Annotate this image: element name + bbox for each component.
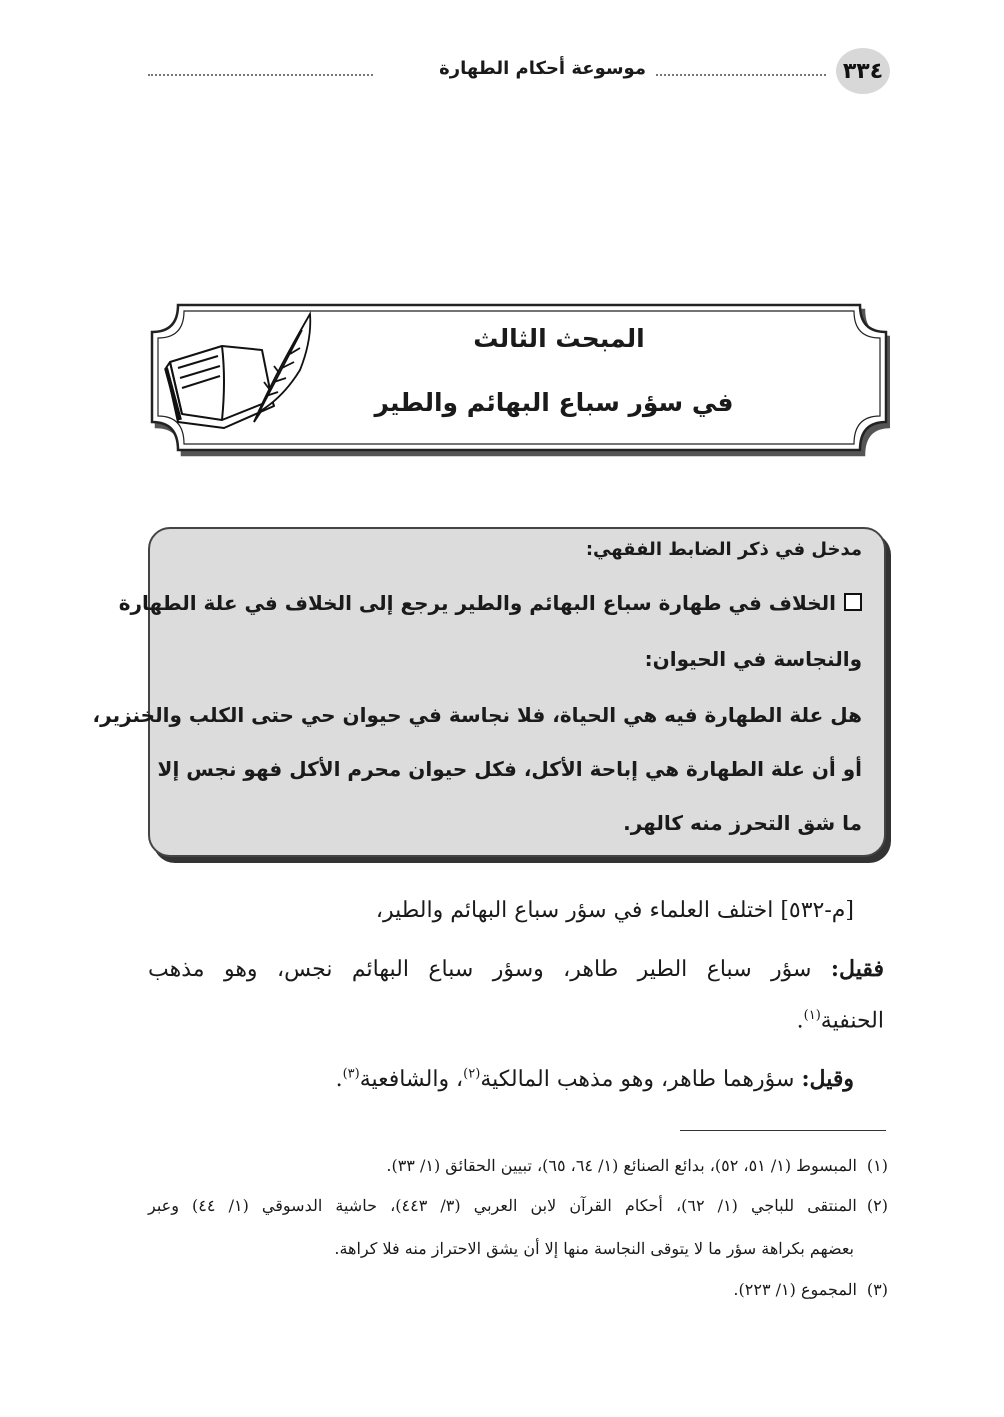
chapter-subheading: في سؤر سباع البهائم والطير	[374, 388, 734, 417]
opinion-lead: فقيل:	[830, 956, 884, 982]
book-quill-icon	[162, 310, 312, 430]
footnote	[148, 1196, 888, 1215]
body-text: سؤر سباع الطير طاهر، وسؤر سباع البهائم نجس، وهو مذهب	[148, 957, 812, 982]
footnote-number: (١)	[866, 1156, 888, 1175]
footnote	[733, 1280, 888, 1299]
footnote-ref[interactable]: (٣)	[342, 1066, 360, 1082]
intro-line: أو أن علة الطهارة هي إباحة الأكل، فكل حيوان محرم الأكل فهو نجس إلا	[157, 757, 862, 781]
chapter-heading: المبحث الثالث	[473, 324, 645, 353]
intro-label: مدخل في ذكر الضابط الفقهي:	[585, 539, 862, 560]
footnote-ref[interactable]: (١)	[803, 1008, 821, 1023]
opinion-lead: وقيل:	[801, 1066, 854, 1092]
header-dotted-rule	[148, 74, 373, 76]
footnote-text: المبسوط (١/ ٥١، ٥٢)، بدائع الصنائع (١/ ٦٤، ٦٥)، تبيين الحقائق (١/ ٣٣).	[386, 1156, 857, 1175]
intro-line	[118, 591, 862, 615]
intro-box	[92, 527, 886, 857]
footnote-text: المنتقى للباجي (١/ ٦٢)، أحكام القرآن لابن العربي (٣/ ٤٤٣)، حاشية الدسوقي (١/ ٤٤) وعبر	[148, 1196, 857, 1215]
body-line	[797, 1008, 884, 1033]
footnote	[386, 1156, 888, 1175]
intro-line: ما شق التحرز منه كالهر.	[623, 811, 862, 835]
footnote-number: (٣)	[866, 1280, 888, 1299]
body-line	[336, 1066, 854, 1092]
body-text: .	[335, 1067, 343, 1092]
checkbox-square-icon	[844, 593, 862, 611]
body-line: [م-٥٣٢] اختلف العلماء في سؤر سباع البهائم والطير،	[375, 898, 854, 923]
body-text: ، والشافعية	[359, 1067, 464, 1092]
footnote-separator	[680, 1130, 886, 1131]
footnote-number: (٢)	[866, 1196, 888, 1215]
footnote-text: المجموع (١/ ٢٢٣).	[733, 1280, 857, 1299]
intro-line: والنجاسة في الحيوان:	[644, 647, 862, 671]
header-dotted-rule	[656, 74, 826, 76]
intro-text: الخلاف في طهارة سباع البهائم والطير يرجع إلى الخلاف في علة الطهارة	[118, 591, 836, 615]
chapter-title-box	[148, 300, 890, 462]
body-text: .	[796, 1008, 804, 1034]
intro-line: هل علة الطهارة فيه هي الحياة، فلا نجاسة في حيوان حي حتى الكلب والخنزير،	[92, 703, 862, 727]
body-line	[148, 956, 884, 982]
body-text: سؤرهما طاهر، وهو مذهب المالكية	[480, 1067, 795, 1092]
page-header	[148, 48, 890, 96]
footnote-ref[interactable]: (٢)	[463, 1066, 481, 1082]
footnote-continuation: بعضهم بكراهة سؤر ما لا يتوقى النجاسة منها إلا أن يشق الاحتراز منه فلا كراهة.	[334, 1239, 854, 1258]
page-number: ٣٣٤	[836, 48, 890, 94]
body-text: الحنفية	[820, 1008, 884, 1034]
running-title: موسوعة أحكام الطهارة	[439, 58, 646, 79]
